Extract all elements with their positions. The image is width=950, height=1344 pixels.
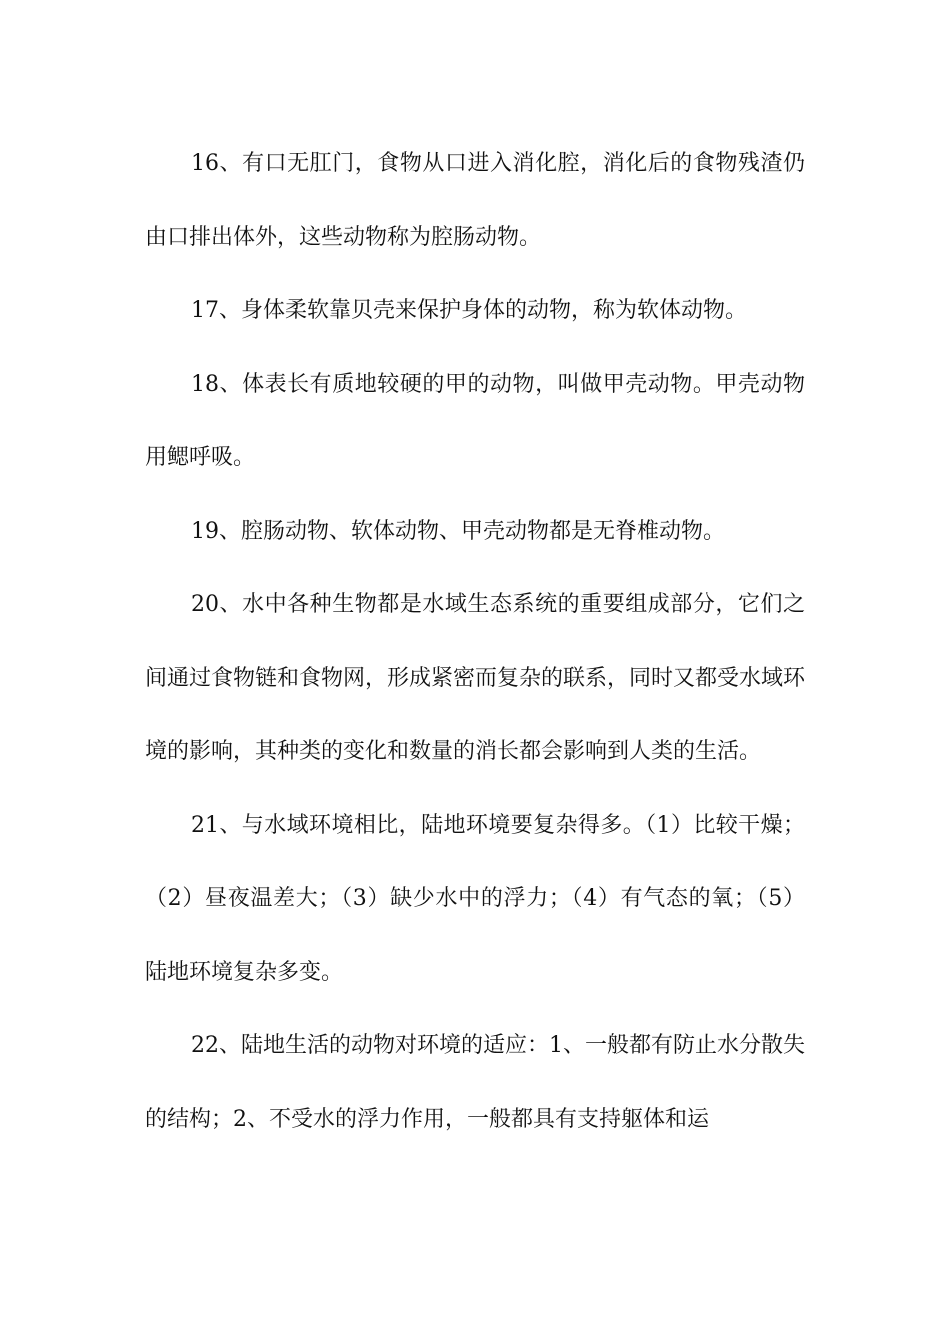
paragraph-21: 21、与水域环境相比，陆地环境要复杂得多。（1）比较干燥；（2）昼夜温差大；（3）缺少水中的浮力；（4）有气态的氧；（5）陆地环境复杂多变。 [145, 812, 805, 985]
paragraph-17: 17、身体柔软靠贝壳来保护身体的动物，称为软体动物。 [191, 298, 747, 323]
paragraph-19: 19、腔肠动物、软体动物、甲壳动物都是无脊椎动物。 [191, 518, 725, 544]
document-body [145, 127, 805, 1156]
paragraph-20: 20、水中各种生物都是水域生态系统的重要组成部分，它们之间通过食物链和食物网，形成紧密而复杂的联系，同时又都受水域环境的影响，其种类的变化和数量的消长都会影响到人类的生活。 [145, 592, 806, 764]
paragraph-16: 16、有口无肛门，食物从口进入消化腔，消化后的食物残渣仍由口排出体外，这些动物称为腔肠动物。 [145, 151, 805, 250]
paragraph-18: 18、体表长有质地较硬的甲的动物，叫做甲壳动物。甲壳动物用鳃呼吸。 [145, 371, 805, 470]
paragraph-22: 22、陆地生活的动物对环境的适应：1、一般都有防止水分散失的结构；2、不受水的浮力作用，一般都具有支持躯体和运 [145, 1033, 805, 1132]
